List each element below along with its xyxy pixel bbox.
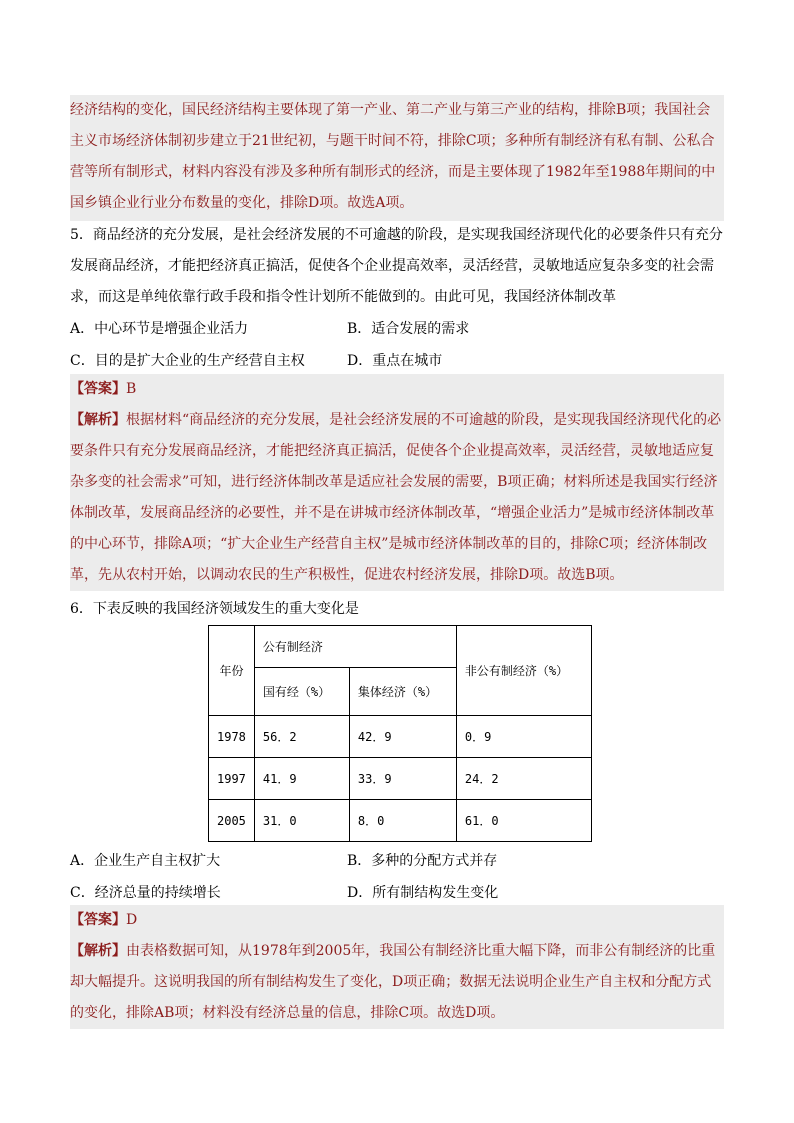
table-cell-collective: 8．0: [349, 800, 456, 842]
table-cell-state: 56．2: [254, 716, 349, 758]
table-cell-year: 2005: [209, 800, 255, 842]
q6-answer-block: [70, 905, 724, 1029]
table-cell-state: 31．0: [254, 800, 349, 842]
table-row: [209, 800, 592, 842]
q5-answer: B: [126, 381, 137, 397]
q5-option-a[interactable]: A．中心环节是增强企业活力: [70, 321, 249, 337]
table-cell-year: 1978: [209, 716, 255, 758]
q5-answer-line: [70, 374, 724, 405]
q6-answer: D: [126, 912, 138, 928]
table-cell-private: 0．9: [456, 716, 591, 758]
question-6: [70, 594, 724, 625]
q6-option-b[interactable]: B．多种的分配方式并存: [347, 853, 498, 869]
table-header-public: 公有制经济: [254, 626, 456, 668]
table-header-private: 非公有制经济（%）: [456, 626, 591, 716]
q5-option-b[interactable]: B．适合发展的需求: [347, 321, 470, 337]
q6-table: [208, 625, 592, 842]
table-row: [209, 758, 592, 800]
q6-option-a[interactable]: A．企业生产自主权扩大: [70, 853, 221, 869]
table-cell-state: 41．9: [254, 758, 349, 800]
table-cell-private: 24．2: [456, 758, 591, 800]
q6-analysis-tag: 【解析】: [70, 943, 126, 959]
prev-explanation: 经济结构的变化，国民经济结构主要体现了第一产业、第二产业与第三产业的结构，排除B项；我国社会主义市场经济体制初步建立于21世纪初，与题干时间不符，排除C项；多种所有制经济有私有制、公私合营等所有制形式，材料内容没有涉及多种所有制形式的经济，而是主要体现了1982年至1988年期间的中国乡镇企业行业分布数量的变化，排除D项。故选A项。: [70, 102, 716, 211]
q6-answer-tag: 【答案】: [70, 912, 126, 928]
q6-answer-line: [70, 905, 724, 936]
question-5: [70, 220, 724, 313]
q5-analysis-tag: 【解析】: [70, 412, 126, 428]
table-header-year: 年份: [209, 626, 255, 716]
table-cell-year: 1997: [209, 758, 255, 800]
q5-analysis: [70, 405, 724, 591]
table-row: [209, 716, 592, 758]
q5-stem: 5．商品经济的充分发展，是社会经济发展的不可逾越的阶段，是实现我国经济现代化的必要条件只有充分发展商品经济，才能把经济真正搞活，促使各个企业提高效率，灵活经营，灵敏地适应复杂多变的社会需求，而这是单纯依靠行政手段和指令性计划所不能做到的。由此可见，我国经济体制改革: [70, 227, 723, 305]
table-cell-collective: 33．9: [349, 758, 456, 800]
q5-answer-block: [70, 374, 724, 591]
table-cell-collective: 42．9: [349, 716, 456, 758]
table-header-state: 国有经（%）: [254, 668, 349, 716]
q6-option-c[interactable]: C．经济总量的持续增长: [70, 885, 221, 901]
table-header-collective: 集体经济（%）: [349, 668, 456, 716]
prev-explanation-block: [70, 95, 724, 221]
q6-analysis-text: 由表格数据可知，从1978年到2005年，我国公有制经济比重大幅下降，而非公有制经济的比重却大幅提升。这说明我国的所有制结构发生了变化，D项正确；数据无法说明企业生产自主权和分配方式的变化，排除AB项；材料没有经济总量的信息，排除C项。故选D项。: [70, 943, 716, 1021]
q6-stem: 6．下表反映的我国经济领域发生的重大变化是: [70, 601, 359, 617]
q5-option-c[interactable]: C．目的是扩大企业的生产经营自主权: [70, 353, 305, 369]
q5-option-d[interactable]: D．重点在城市: [347, 353, 443, 369]
q5-answer-tag: 【答案】: [70, 381, 126, 397]
table-cell-private: 61．0: [456, 800, 591, 842]
q6-analysis: [70, 936, 724, 1029]
q5-analysis-text: 根据材料“商品经济的充分发展，是社会经济发展的不可逾越的阶段，是实现我国经济现代化的必要条件只有充分发展商品经济，才能把经济真正搞活，促使各个企业提高效率，灵活经营，灵敏地适应复杂多变的社会需求”可知，进行经济体制改革是适应社会发展的需要，B项正确；材料所述是我国实行经济体制改革，发展商品经济的必要性，并不是在讲城市经济体制改革，“增强企业活力”是城市经济体制改革的中心环节，排除A项；“扩大企业生产经营自主权”是城市经济体制改革的目的，排除C项；经济体制改革，先从农村开始，以调动农民的生产积极性，促进农村经济发展，排除D项。故选B项。: [70, 412, 722, 583]
q6-option-d[interactable]: D．所有制结构发生变化: [347, 885, 499, 901]
